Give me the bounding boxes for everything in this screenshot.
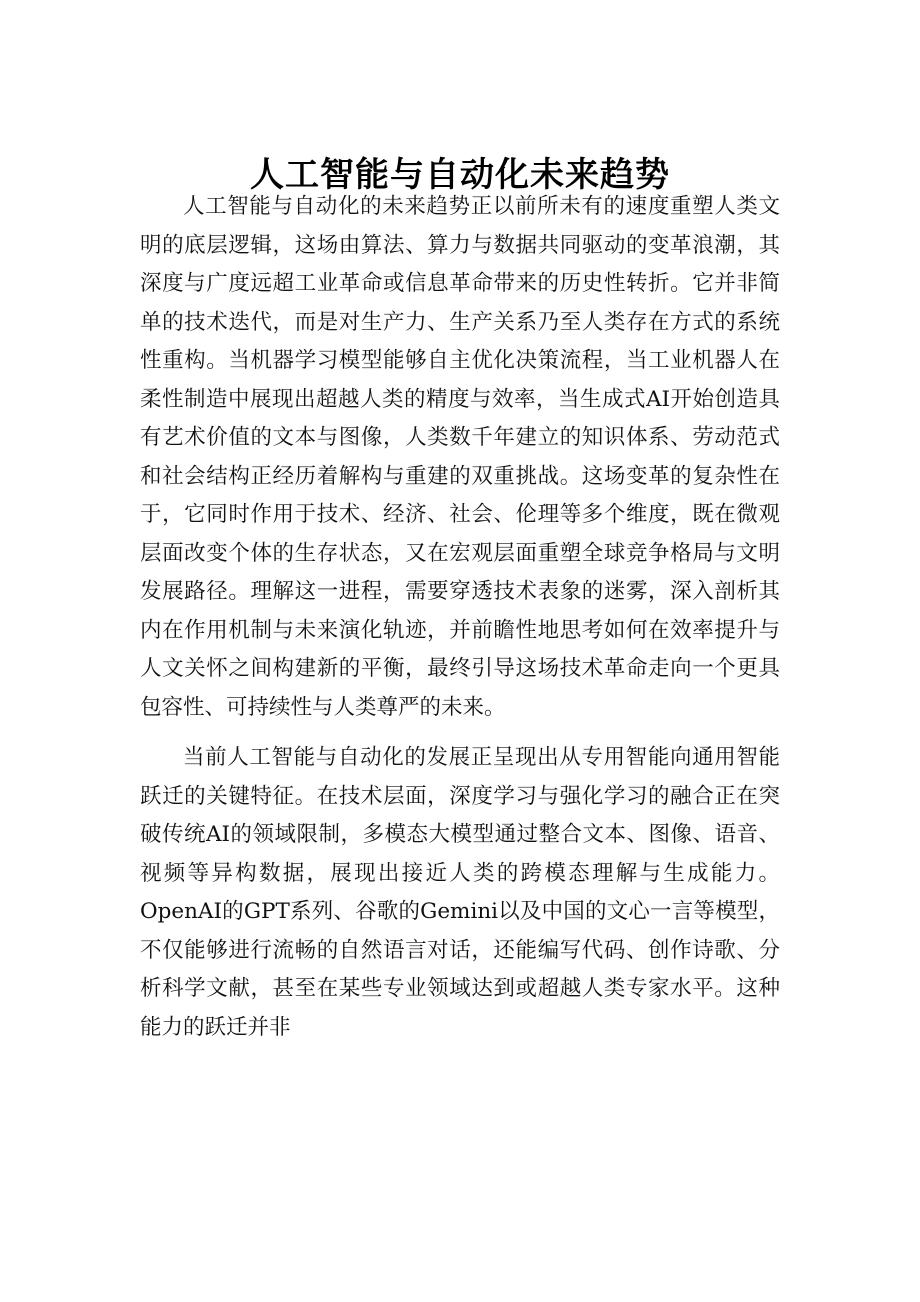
document-body: [140, 188, 780, 1047]
document-title: 人工智能与自动化未来趋势: [250, 154, 670, 195]
paragraph-2: 当前人工智能与自动化的发展正呈现出从专用智能向通用智能跃迁的关键特征。在技术层面，深度学习与强化学习的融合正在突破传统AI的领域限制，多模态大模型通过整合文本、图像、语音、视频等异构数据，展现出接近人类的跨模态理解与生成能力。OpenAI的GPT系列、谷歌的Gemini以及中国的文心一言等模型，不仅能够进行流畅的自然语言对话，还能编写代码、创作诗歌、分析科学文献，甚至在某些专业领域达到或超越人类专家水平。这种能力的跃迁并非: [140, 745, 780, 1040]
paragraph-1: 人工智能与自动化的未来趋势正以前所未有的速度重塑人类文明的底层逻辑，这场由算法、算力与数据共同驱动的变革浪潮，其深度与广度远超工业革命或信息革命带来的历史性转折。它并非简单的技术迭代，而是对生产力、生产关系乃至人类存在方式的系统性重构。当机器学习模型能够自主优化决策流程，当工业机器人在柔性制造中展现出超越人类的精度与效率，当生成式AI开始创造具有艺术价值的文本与图像，人类数千年建立的知识体系、劳动范式和社会结构正经历着解构与重建的双重挑战。这场变革的复杂性在于，它同时作用于技术、经济、社会、伦理等多个维度，既在微观层面改变个体的生存状态，又在宏观层面重塑全球竞争格局与文明发展路径。理解这一进程，需要穿透技术表象的迷雾，深入剖析其内在作用机制与未来演化轨迹，并前瞻性地思考如何在效率提升与人文关怀之间构建新的平衡，最终引导这场技术革命走向一个更具包容性、可持续性与人类尊严的未来。: [140, 194, 780, 720]
